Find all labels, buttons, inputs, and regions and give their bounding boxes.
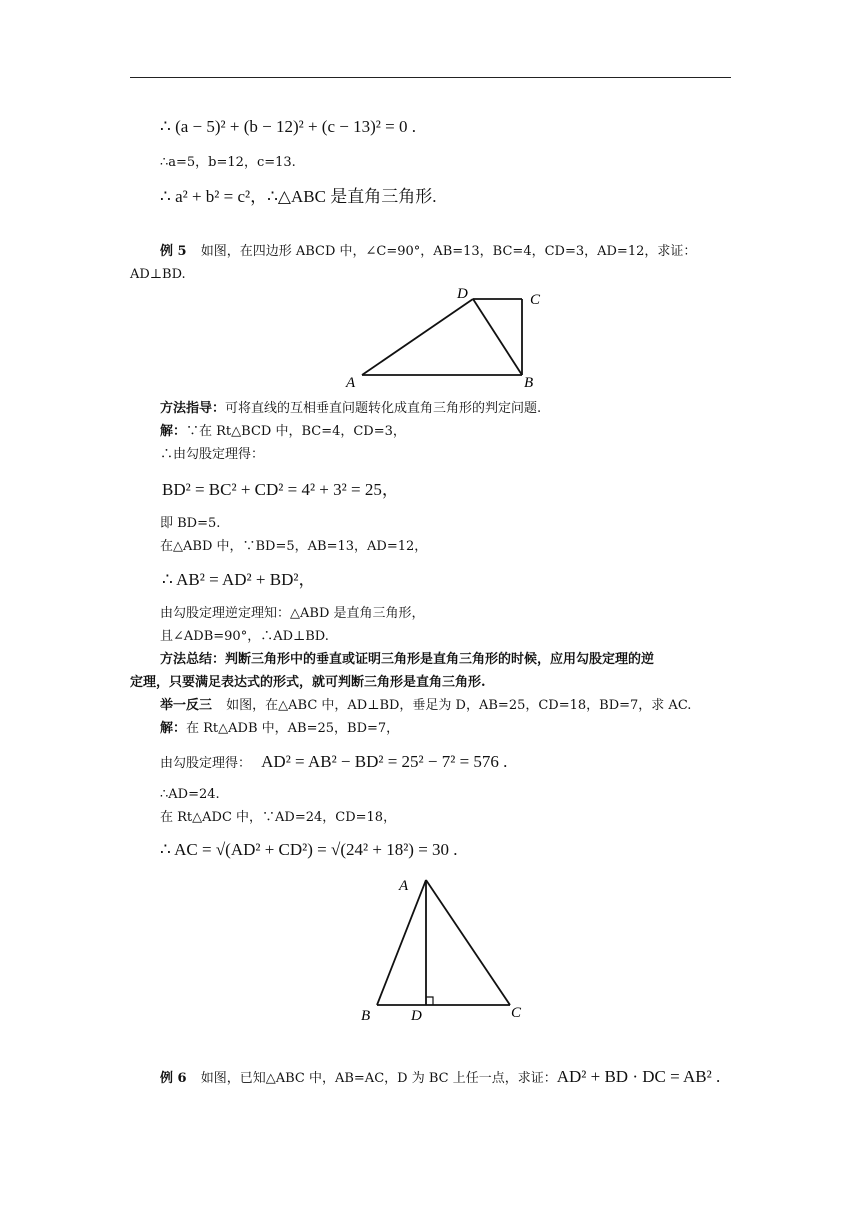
equation-bd-squared: BD² = BC² + CD² = 4² + 3² = 25， xyxy=(162,480,399,499)
header-rule xyxy=(130,77,731,78)
solution-line-8: 且∠ADB=90°，∴AD⊥BD. xyxy=(160,629,329,644)
example-6-label: 例 6 xyxy=(160,1071,187,1086)
conclusion-right-triangle: ∴ a² + b² = c²，∴△ABC 是直角三角形. xyxy=(160,187,437,206)
label-b: B xyxy=(524,375,534,390)
solution-2-text: 在 Rt△ADB 中，AB=25，BD=7， xyxy=(186,721,400,736)
segment-db xyxy=(473,299,522,375)
solution-line-5: 在△ABD 中，∵BD=5，AB=13，AD=12， xyxy=(160,539,428,554)
equation-ab-squared: ∴ AB² = AD² + BD²， xyxy=(162,570,316,589)
example-5-label: 例 5 xyxy=(160,244,187,259)
example-5-statement xyxy=(160,243,696,261)
practice-text: 如图，在△ABC 中，AD⊥BD，垂足为 D，AB=25，CD=18，BD=7，求 AC. xyxy=(226,698,692,713)
segment-ab xyxy=(377,880,426,1005)
values-abc: ∴a=5，b=12，c=13. xyxy=(160,155,296,170)
example-5-text-cont: AD⊥BD. xyxy=(130,267,186,282)
solution-1-start xyxy=(160,423,406,441)
solution-label: 解： xyxy=(160,424,187,439)
solution-2-line-2 xyxy=(160,753,507,773)
method-summary-line-1: 方法总结：判断三角形中的垂直或证明三角形是直角三角形的时候，应用勾股定理的逆 xyxy=(160,652,655,667)
method-summary-line-2: 定理，只要满足表达式的形式，就可判断三角形是直角三角形. xyxy=(130,675,486,690)
example-6-equation: AD² + BD · DC = AB² . xyxy=(556,1067,721,1086)
equation-ad-squared: AD² = AB² − BD² = 25² − 7² = 576 . xyxy=(261,752,508,771)
label-c: C xyxy=(511,1005,522,1021)
solution-text: ∵在 Rt△BCD 中，BC=4，CD=3， xyxy=(186,424,406,439)
solution-2-line-3: ∴AD=24. xyxy=(160,787,220,802)
label-a: A xyxy=(346,375,356,390)
solution-line-7: 由勾股定理逆定理知：△ABD 是直角三角形， xyxy=(160,606,425,621)
solution-2-line-4: 在 Rt△ADC 中，∵AD=24，CD=18， xyxy=(160,810,397,825)
label-a: A xyxy=(399,878,409,894)
equation-sum-of-squares: ∴ (a − 5)² + (b − 12)² + (c − 13)² = 0 . xyxy=(160,117,416,136)
method-guide-text: 可将直线的互相垂直问题转化成直角三角形的判定问题. xyxy=(225,401,542,416)
method-guide xyxy=(160,400,541,418)
example-5-text: 如图，在四边形 ABCD 中，∠C=90°，AB=13，BC=4，CD=3，AD=12，求证： xyxy=(200,244,697,259)
label-d: D xyxy=(457,286,468,302)
example-6-text: 如图，已知△ABC 中，AB=AC，D 为 BC 上任一点，求证： xyxy=(200,1071,557,1086)
solution-2-prefix: 由勾股定理得： xyxy=(160,756,252,771)
figure-triangle-abc xyxy=(355,872,535,1024)
solution-2-label: 解： xyxy=(160,721,187,736)
segment-ac xyxy=(426,880,510,1005)
practice-label: 举一反三 xyxy=(160,698,213,713)
label-b: B xyxy=(361,1008,371,1024)
figure-quadrilateral-abcd xyxy=(340,286,560,390)
equation-ac: ∴ AC = √(AD² + CD²) = √(24² + 18²) = 30 . xyxy=(160,840,458,859)
solution-2-start xyxy=(160,720,399,738)
label-d: D xyxy=(411,1008,422,1024)
example-6-statement xyxy=(160,1068,720,1088)
label-c: C xyxy=(530,292,541,308)
right-angle-marker xyxy=(426,997,433,1005)
practice-problem xyxy=(160,697,691,715)
solution-line-2: ∴由勾股定理得： xyxy=(160,447,265,462)
solution-line-4: 即 BD=5. xyxy=(160,516,221,531)
method-guide-label: 方法指导： xyxy=(160,401,226,416)
segment-ad xyxy=(362,299,473,375)
